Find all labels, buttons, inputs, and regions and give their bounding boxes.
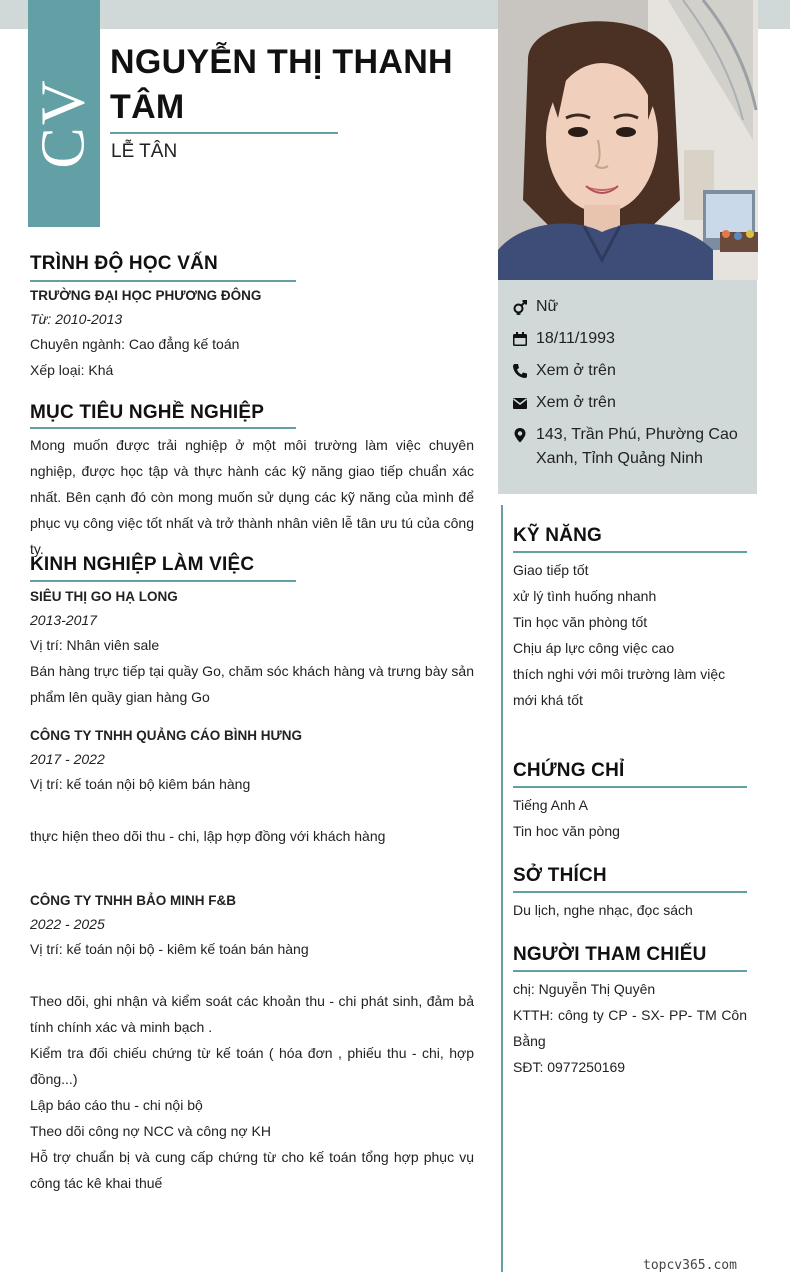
contact-gender [512, 295, 558, 319]
job-detail: Bán hàng trực tiếp tại quầy Go, chăm sóc khách hàng và trưng bày sản phẩm lên quầy gian hàng Go [30, 663, 474, 705]
skill-item: thích nghi với môi trường làm việc mới khá tốt [513, 666, 726, 708]
address-value: 143, Trần Phú, Phường Cao Xanh, Tỉnh Quảng Ninh [536, 426, 738, 467]
certificates-rule [513, 786, 747, 788]
education-rule [30, 280, 296, 282]
job-company: CÔNG TY TNHH QUẢNG CÁO BÌNH HƯNG [30, 728, 302, 743]
job-position: Vị trí: Nhân viên sale [30, 637, 160, 653]
job-detail: Theo dõi, ghi nhận và kiểm soát các khoản thu - chi phát sinh, đảm bả tính chính xác và minh bạch . [30, 993, 474, 1035]
contact-box [498, 280, 757, 494]
certificates-title: CHỨNG CHỈ [513, 760, 625, 781]
job-detail: Lập báo cáo thu - chi nội bộ [30, 1097, 203, 1113]
job-detail: thực hiện theo dõi thu - chi, lập hợp đồng với khách hàng [30, 828, 386, 844]
job-detail: Hỗ trợ chuẩn bị và cung cấp chứng từ cho kế toán tổng hợp phục vụ công tác kê khai thuế [30, 1149, 474, 1191]
objective-text: Mong muốn được trải nghiệp ở một môi trường làm việc chuyên nghiệp, được học tập và thực hành các kỹ năng giao tiếp chuẩn xác nhất. Bên cạnh đó còn mong muốn sử dụng các kỹ năng của mình để phục vụ công việc tốt nhất và trở thành nhân viên lễ tân ưu tú của công ty. [30, 437, 474, 557]
contact-address [512, 423, 742, 471]
candidate-name: NGUYỄN THỊ THANH TÂM [110, 43, 453, 126]
contact-email [512, 391, 616, 415]
job-period: 2017 - 2022 [30, 751, 105, 767]
phone-value: Xem ở trên [536, 362, 616, 379]
job-detail: Theo dõi công nợ NCC và công nợ KH [30, 1123, 271, 1139]
skills-rule [513, 551, 747, 553]
certificate-item: Tin hoc văn pòng [513, 823, 620, 839]
education-major: Chuyên ngành: Cao đẳng kế toán [30, 336, 240, 352]
name-divider [110, 132, 338, 134]
skill-item: Tin học văn phòng tốt [513, 614, 648, 630]
birthday-value: 18/11/1993 [536, 330, 615, 347]
reference-line: chị: Nguyễn Thị Quyên [513, 981, 656, 997]
cv-label: CV [29, 77, 98, 169]
job-period: 2022 - 2025 [30, 916, 105, 932]
reference-line: KTTH: công ty CP - SX- PP- TM Côn Bằng [513, 1007, 747, 1049]
objective-title: MỤC TIÊU NGHỀ NGHIỆP [30, 402, 265, 423]
job-period: 2013-2017 [30, 612, 97, 628]
contact-birthday [512, 327, 615, 351]
skill-item: Chịu áp lực công việc cao [513, 640, 675, 656]
reference-line: SĐT: 0977250169 [513, 1059, 626, 1075]
envelope-icon [512, 391, 528, 415]
job-title: LỄ TÂN [111, 141, 178, 162]
job-company: SIÊU THỊ GO HẠ LONG [30, 589, 178, 604]
contact-phone [512, 359, 616, 383]
references-title: NGƯỜI THAM CHIẾU [513, 944, 707, 965]
phone-icon [512, 359, 528, 383]
skills-title: KỸ NĂNG [513, 525, 603, 546]
column-divider [501, 505, 503, 1272]
skill-item: Giao tiếp tốt [513, 562, 589, 578]
site-watermark: topcv365.com [643, 1258, 737, 1273]
education-rank: Xếp loại: Khá [30, 362, 114, 378]
references-rule [513, 970, 747, 972]
job-position: Vị trí: kế toán nội bộ kiêm bán hàng [30, 776, 251, 792]
hobbies-text: Du lịch, nghe nhạc, đọc sách [513, 902, 693, 918]
job-company: CÔNG TY TNHH BẢO MINH F&B [30, 893, 236, 908]
certificate-item: Tiếng Anh A [513, 797, 588, 813]
calendar-icon [512, 327, 528, 351]
objective-rule [30, 427, 296, 429]
map-pin-icon [512, 423, 528, 447]
profile-photo [498, 0, 758, 280]
gender-value: Nữ [536, 298, 559, 315]
hobbies-title: SỞ THÍCH [513, 865, 607, 886]
job-position: Vị trí: kế toán nội bộ - kiêm kế toán bán hàng [30, 941, 309, 957]
skill-item: xử lý tình huống nhanh [513, 588, 657, 604]
education-period: Từ: 2010-2013 [30, 311, 123, 327]
experience-rule [30, 580, 296, 582]
job-detail: Kiểm tra đối chiếu chứng từ kế toán ( hóa đơn , phiếu thu - chi, hợp đồng...) [30, 1045, 474, 1087]
education-title: TRÌNH ĐỘ HỌC VẤN [30, 253, 218, 274]
education-school: TRƯỜNG ĐẠI HỌC PHƯƠNG ĐÔNG [30, 288, 262, 303]
gender-icon [512, 295, 528, 319]
hobbies-rule [513, 891, 747, 893]
experience-title: KINH NGHIỆP LÀM VIỆC [30, 554, 255, 575]
email-value: Xem ở trên [536, 394, 616, 411]
